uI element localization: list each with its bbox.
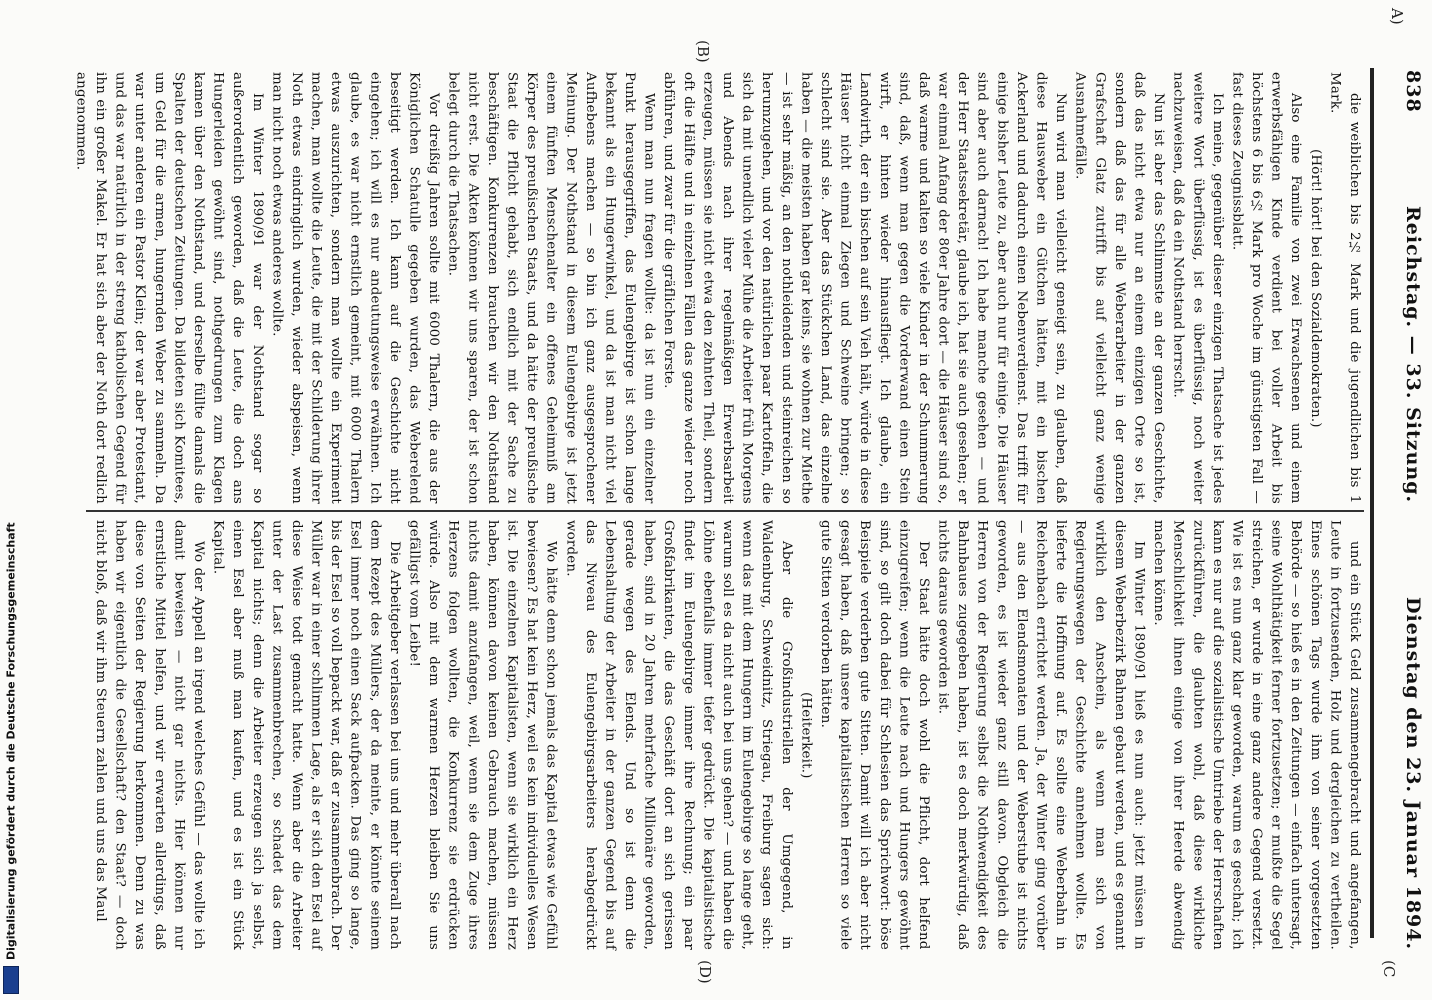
- column-divider: [86, 510, 1364, 512]
- margin-mark-c: (C: [1380, 960, 1398, 978]
- right-paragraph: und ein Stück Geld zusammengebracht und angefangen, Leute in fortzusenden, Holz und dergleichen zu vertheilen. Eines schönen Tags wurde ihm von seiner vorgesetzten Behörde — so hieß es in den Zeitungen — einfach untersagt, seine Wohlthätigkeit ferner fortzusetzen; er mußte die Segel streichen, er wurde in eine ganz andere Gegend versetzt. Wie ist es nun ganz klar geworden, warum es geschah; ich kann es nur auf die sozialistische Umtriebe der Herrschaften zurückführen, die glaubten wohl, daß diese wirkliche Menschlichkeit ihnen einige von ihrer Heerde abwendig machen könne.: [1151, 520, 1362, 950]
- left-interjection: (Hört! hört! bei den Sozialdemokraten.): [1307, 148, 1323, 428]
- left-paragraph: Vor dreißig Jahren sollte mit 6000 Thalern, die aus der Königlichen Schatulle gegeben wurden, das Weberelend beseitigt werden. Ich kann auf die Geschichte nicht eingehen; ich will es nur andeutungsweise erwähnen. Ich glaube, es war nicht ernstlich gemeint, mit 6000 Thalern etwas auszurichten, sondern man wollte ein Experiment machen, man wollte die Leute, die mit der Schilderung ihrer Noth etwas eindringlich wurden, wieder abspeisen, wenn man nicht noch etwas anderes wollte.: [269, 72, 442, 504]
- left-paragraph: Also eine Familie von zwei Erwachsenen und einem erwerbsfähigen Kinde verdient bei voller Arbeit bis höchstens 6 bis 6½ Mark pro Woche im günstigsten Fall — fast dieses Zeugnissblatt.: [1229, 72, 1304, 504]
- left-paragraph: Nun ist aber das Schlimmste an der ganzen Geschichte, daß das nicht etwa nur an einem einzigen Orte so ist, sondern daß das für alle Weberarbeiter in der ganzen Grafschaft Glatz zutrifft bis auf vielleicht ganz wenige Ausnahmefälle.: [1072, 72, 1167, 504]
- margin-mark-a: A): [1388, 8, 1406, 25]
- margin-mark-b: (B): [694, 40, 712, 63]
- page-number: 838: [1402, 70, 1424, 113]
- margin-mark-d: (D): [696, 960, 714, 984]
- right-column: [86, 520, 1364, 950]
- left-paragraph: Ich meine, gegenüber dieser einzigen Thatsache ist jedes weitere Wort überflüssig, ist es überflüssig, noch weiter nachzuweisen, daß da ein Nothstand herrscht.: [1170, 72, 1225, 504]
- right-paragraph: Im Winter 1890/91 hieß es nun auch: jetzt müssen in diesem Weberbezirk Bahnen gebaut werden, und es genannt wirklich den Anschein, als wenn man sich von Regierungswegen der Geschichte annehmen wollte. Es lieferte die Hoffnung auf. Es sollte eine Weberbahn in Reichenbach errichtet werden. Ja, der Winter ging vorüber — aus den Elendsmonaten und der Weberstube ist nichts geworden, es ist wieder ganz still davon. Obgleich die Herren von der Regierung selbst die Nothwendigkeit des Bahnbaues zugegeben haben, ist es doch merkwürdig, daß nichts daraus geworden ist.: [935, 520, 1147, 950]
- right-interjection: (Heiterkeit.): [798, 691, 814, 779]
- left-paragraph: die weiblichen bis 2½ Mark und die jugendlichen bis 1 Mark.: [1327, 72, 1362, 504]
- left-column: [73, 72, 1364, 504]
- session-date: Dienstag den 23. Januar 1894.: [1402, 596, 1424, 950]
- right-paragraph: Aber die Großindustriellen der Umgegend, in Waldenburg, Schweidnitz, Striegau, Freiburg sagen sich: wenn das mit dem Hungern im Eulengebirge so lange geht, warum soll es da nicht auch bei uns gehen? — und haben die Löhne ebenfalls immer tiefer gedrückt. Die kapitalistische findet im Eulengebirge immer ihre Rechnung; ein paar Großfabrikanten, die das Geschäft dort an sich gerissen haben, sind in 20 Jahren mehrfache Millionäre geworden, gerade wegen des Elends. Und so ist denn die Lebenshaltung der Arbeiter in der ganzen Gegend bis auf das Niveau des Eulengebirgsarbeiters herabgedrückt worden.: [563, 520, 794, 950]
- left-paragraph: Nun wird man vielleicht geneigt sein, zu glauben, daß diese Hausweber ein Gütchen hätten, mit ein bischen Ackerland und dadurch einen Nebenverdienst. Das trifft für einige bisher Leute zu, aber auch nur für einige. Die Häuser sind aber auch darnach! Ich habe manche gesehen — und der Herr Staatssekretär, glaube ich, hat sie auch gesehen; er war einmal Anfang der 80er Jahre dort — die Häuser sind so, daß warme und kalten so viele Kinder in der Schummerung sind, daß, wenn man gegen die Vorderwand einen Stein wirft, er hinten wieder hinausfliegt. Ich glaube, ein Landwirth, der ein bischen auf sein Vieh hält, würde in diese Häuser nicht einmal Ziegen und Schweine bringen; so schlecht sind sie. Aber das Stückchen Land, das einzelne haben — die meisten haben gar keins, sie wohnen zur Miethe — ist sehr mäßig, an den nothleidenden und steinreichen so herumzugehen, und vor den natürlichen paar Kartoffeln, die sich da mit unendlich vieler Mühe die Arbeiter früh Morgens und Abends nach ihrer regelmäßigen Erwerbsarbeit erzeugen, müssen sie nicht etwa den zehnten Theil, sondern oft die Hälfte und in einzelnen Fällen das ganze wieder noch abführen, und zwar für die gräflichen Forste.: [661, 72, 1069, 504]
- digitization-footer: [0, 0, 22, 1000]
- footer-text: Digitalisierung gefördert durch die Deutsche Forschungsgemeinschaft: [4, 522, 18, 960]
- right-paragraph: Wo hätte denn schon jemals das Kapital etwas wie Gefühl bewiesen? Es hat kein Herz, weil es kein individuelles Wesen ist. Die einzelnen Kapitalisten, wenn sie wirklich ein Herz haben, können davon keinen Gebrauch machen, müssen nichts damit anzufangen, weil, wenn sie dem Zuge ihres Herzens folgen wollten, die Konkurrenz sie erdrücken würde. Also mit dem warmen Herzen bleiben Sie uns gefälligst vom Leibe!: [406, 520, 559, 950]
- page-title: Reichstag. — 33. Sitzung.: [1402, 206, 1424, 504]
- dfg-logo-icon: [3, 966, 19, 994]
- header-rule: [1370, 68, 1374, 938]
- left-paragraph: Im Winter 1890/91 war der Nothstand sogar so außerordentlich geworden, daß die Leute, die doch ans Hungerleiden gewöhnt sind, nothgedrungen zum Klagen kamen über den Nothstand, und derselbe füllte damals die Spalten der deutschen Zeitungen. Da bildeten sich Komitees, um Geld für die armen, hungernden Weber zu sammeln. Da war unter anderen ein Pastor Klein; der war aber Protestant, und das war natürlich in der streng katholischen Gegend für ihn ein großer Makel. Er hat sich aber der Noth dort redlich angenommen.: [73, 72, 265, 504]
- left-paragraph: Wenn man nun fragen wollte: da ist nun ein einzelner Punkt herausgegriffen, das Eulengebirge ist schon lange bekannt als ein Hungerwinkel, und da ist man nicht viel Aufhebens machen — so bin ich ganz ausgesprochener Meinung. Der Nothstand in diesem Eulengebirge ist jetzt einem fünften Menschenalter ein offenes Geheimniß am Körper des preußischen Staats, und da hätte der preußische Staat die Pflicht gehabt, sich endlich mit der Sache zu beschäftigen. Konkurrenzen brauchen wir den Nothstand nicht erst. Die Akten können wir uns sparen, der ist schon belegt durch die Thatsachen.: [445, 72, 657, 504]
- right-paragraph: Der Staat hätte doch wohl die Pflicht, dort helfend einzugreifen; wenn die Leute nach und Hungers gewöhnt sind, so gilt doch dabei für Schlesien das Sprichwort: böse Beispiele verderben gute Sitten. Damit will ich aber nicht gesagt haben, daß unsere kapitalistischen Herren so viele gute Sitten verdorben hätten.: [817, 520, 931, 950]
- page-header: [1384, 70, 1424, 950]
- right-paragraph: Die Arbeitgeber verlassen bei uns und mehr überall nach dem Rezept des Müllers, der da meinte, er könnte seinem Esel immer noch einen Sack aufpacken. Das ging so lange, bis der Esel so voll bepackt war, daß er zusammenbrach. Der Müller war in einer schlimmen Lage, als er sich den Esel auf diese Weise todt gemacht hatte. Wenn aber die Arbeiter unter der Last zusammenbrechen, so schadet das dem Kapital nichts; denn die Arbeiter erzeugen sich ja selbst, einen Esel aber muß man kaufen, und es ist ein Stück Kapital.: [210, 520, 402, 950]
- right-paragraph: Wo der Appell an irgend welches Gefühl — das wollte ich damit beweisen — nicht gar nichts. Hier können nur ernstliche Mittel helfen, und wir erwarten allerdings, daß diese von Seiten der Regierung herkommen. Denn zu was haben wir eigentlich die Gesellschaft? den Staat? — doch nicht bloß, daß wir ihm Steuern zahlen und uns das Maul: [93, 520, 206, 950]
